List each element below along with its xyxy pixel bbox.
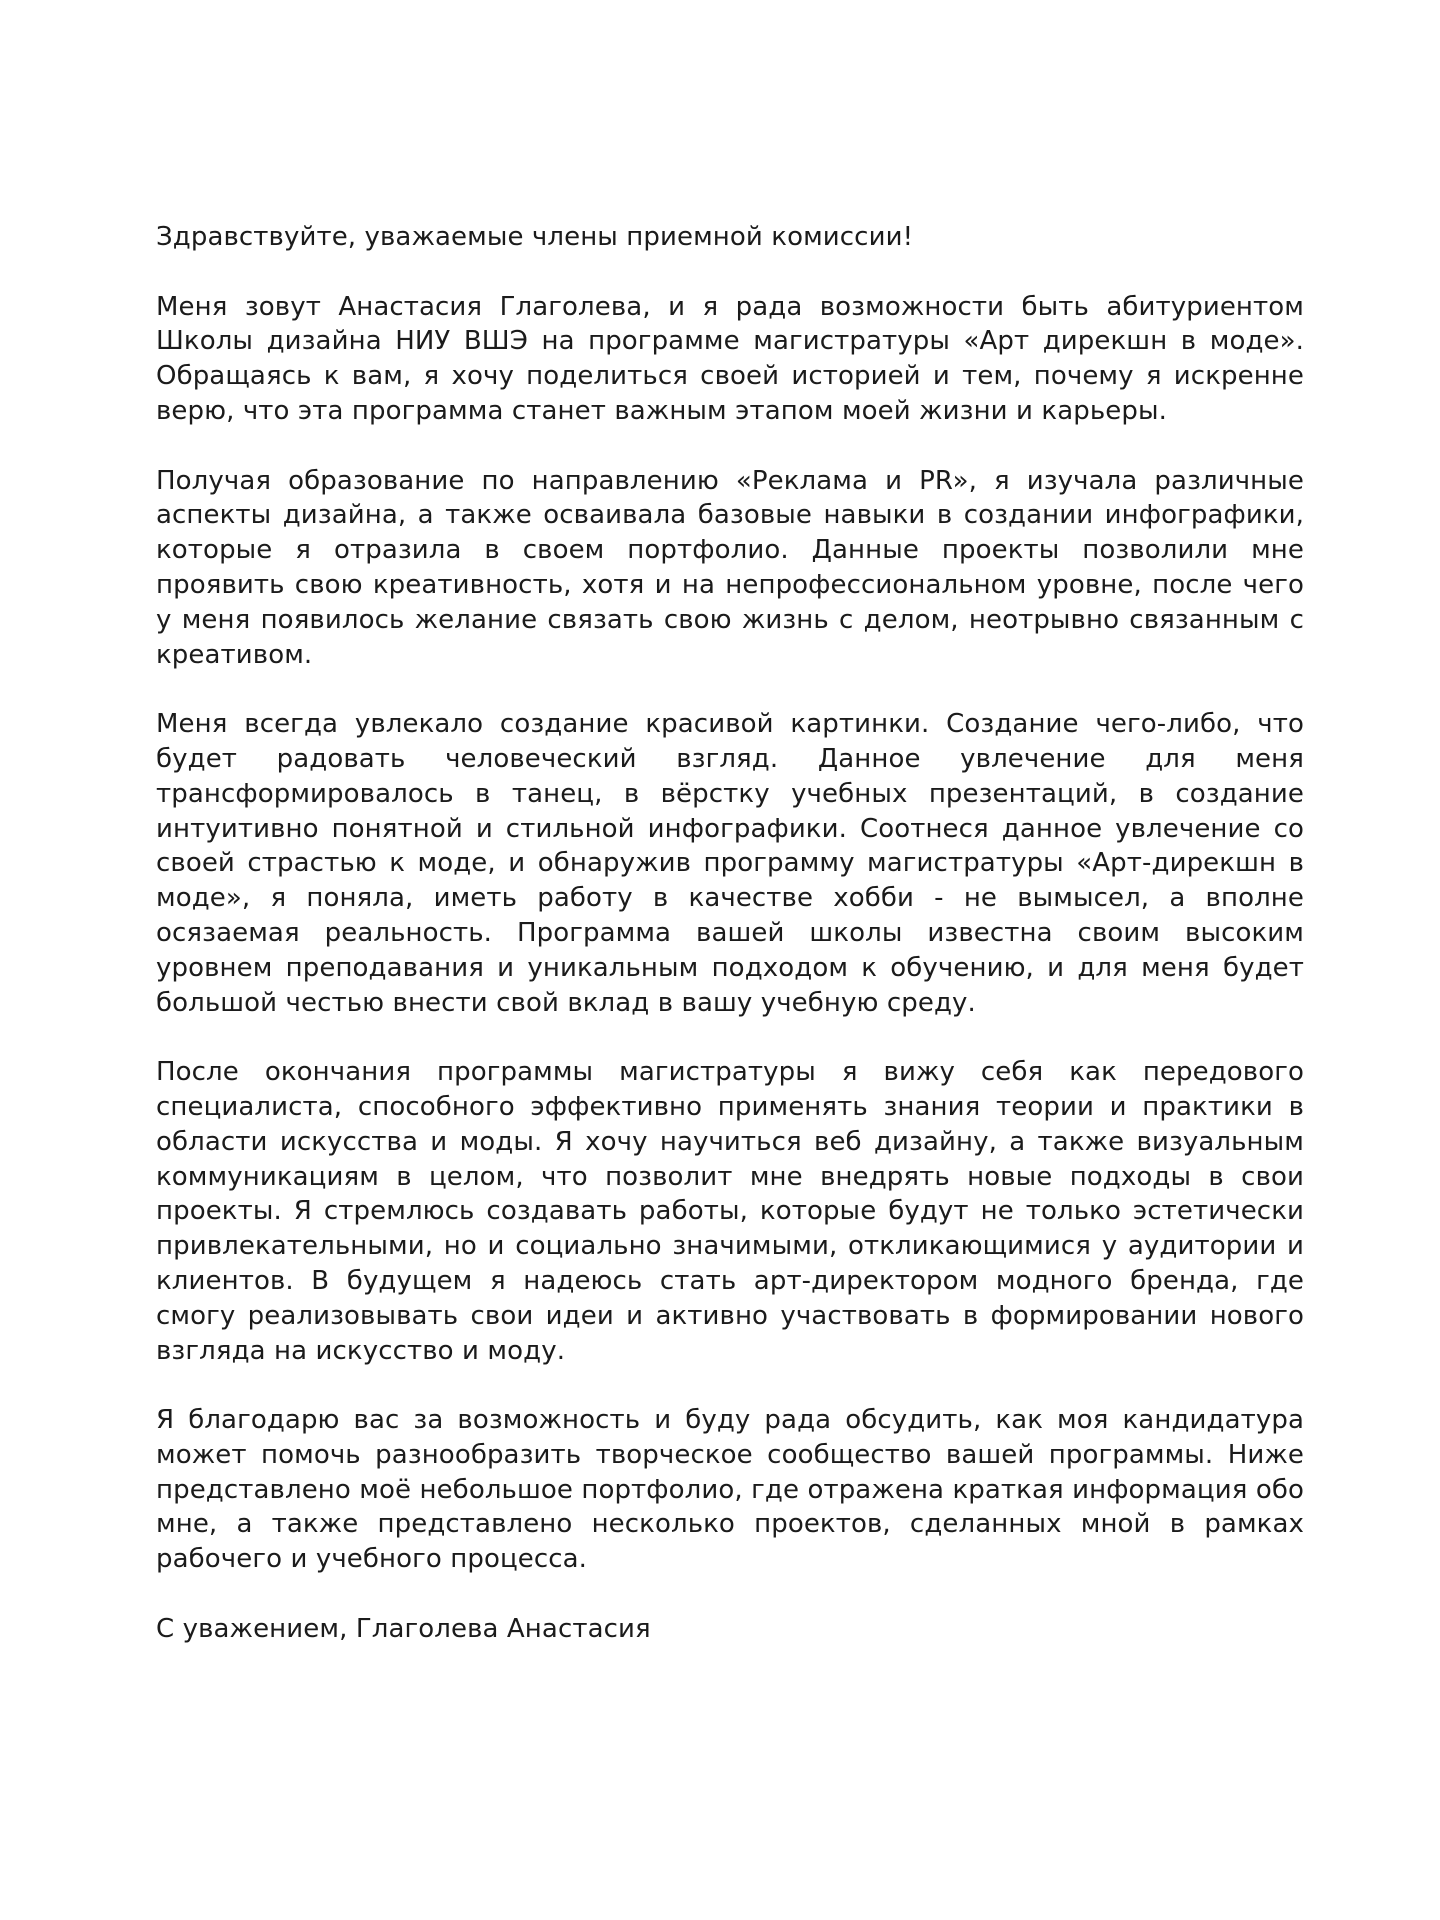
paragraph-passion: Меня всегда увлекало создание красивой картинки. Создание чего-либо, что будет радовать человеческий взгляд. Данное увлечение для меня трансформировалось в танец, в вёрстку учебных презентаций, в создание интуитивно понятной и стильной инфографики. Соотнеся данное увлечение со своей страстью к моде, и обнаружив программу магистратуры «Арт-дирекшн в моде», я поняла, иметь работу в качестве хобби - не вымысел, а вполне осязаемая реальность. Программа вашей школы известна своим высоким уровнем преподавания и уникальным подходом к обучению, и для меня будет большой честью внести свой вклад в вашу учебную среду. bbox=[156, 709, 1304, 1018]
paragraph-future-goals: После окончания программы магистратуры я вижу себя как передового специалиста, способного эффективно применять знания теории и практики в области искусства и моды. Я хочу научиться веб дизайну, а также визуальным коммуникациям в целом, что позволит мне внедрять новые подходы в свои проекты. Я стремлюсь создавать работы, которые будут не только эстетически привлекательными, но и социально значимыми, откликающимися у аудитории и клиентов. В будущем я надеюсь стать арт-директором модного бренда, где смогу реализовывать свои идеи и активно участвовать в формировании нового взгляда на искусство и моду. bbox=[156, 1057, 1304, 1366]
paragraph-closing: Я благодарю вас за возможность и буду рада обсудить, как моя кандидатура может помочь разнообразить творческое сообщество вашей программы. Ниже представлено моё небольшое портфолио, где отражена краткая информация обо мне, а также представлено несколько проектов, сделанных мной в рамках рабочего и учебного процесса. bbox=[156, 1405, 1304, 1575]
greeting: Здравствуйте, уважаемые члены приемной комиссии! bbox=[156, 222, 914, 252]
paragraph-introduction: Меня зовут Анастасия Глаголева, и я рада возможности быть абитуриентом Школы дизайна НИУ ВШЭ на программе магистратуры «Арт дирекшн в моде». Обращаясь к вам, я хочу поделиться своей историей и тем, почему я искренне верю, что эта программа станет важным этапом моей жизни и карьеры. bbox=[156, 291, 1304, 426]
signature: С уважением, Глаголева Анастасия bbox=[156, 1613, 651, 1644]
motivation-letter bbox=[156, 220, 1304, 1647]
paragraph-education: Получая образование по направлению «Реклама и PR», я изучала различные аспекты дизайна, а также осваивала базовые навыки в создании инфографики, которые я отразила в своем портфолио. Данные проекты позволили мне проявить свою креативность, хотя и на непрофессиональном уровне, после чего у меня появилось желание связать свою жизнь с делом, неотрывно связанным с креативом. bbox=[156, 465, 1304, 670]
